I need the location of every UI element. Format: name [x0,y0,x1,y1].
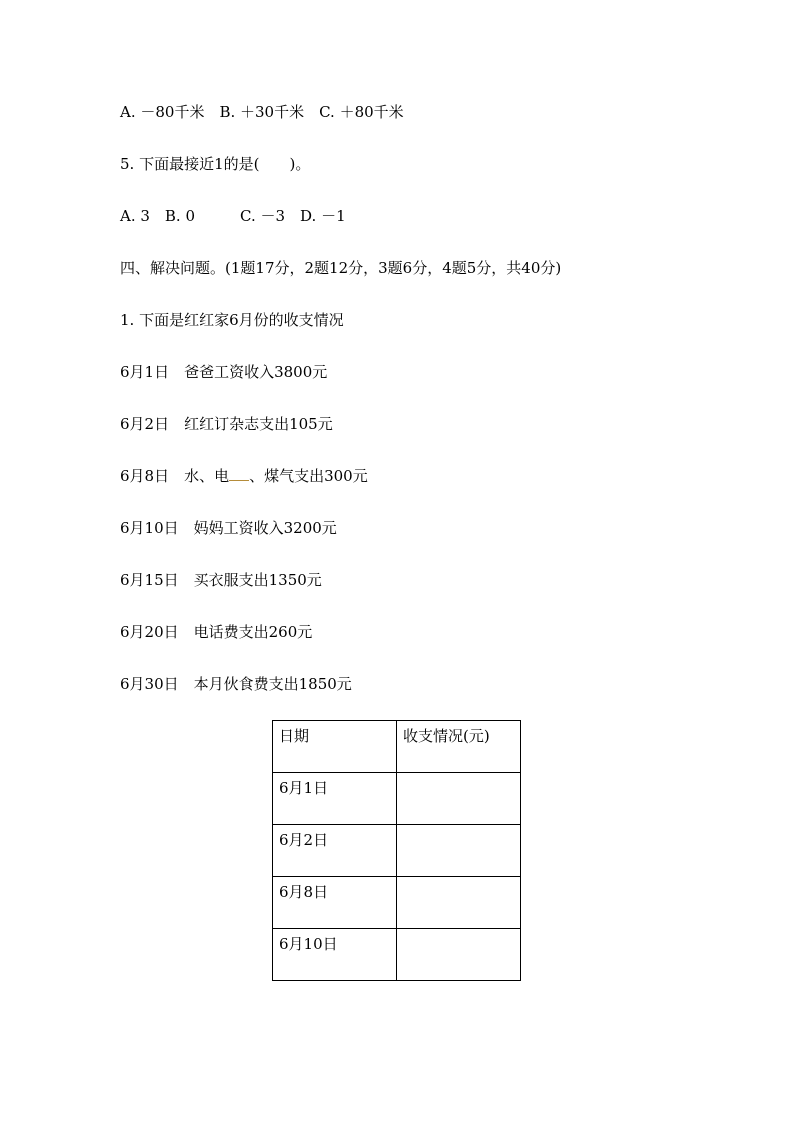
record-line [120,466,368,486]
table-row [273,773,521,825]
table-cell-amount[interactable] [397,929,521,981]
option-line-q4: A. －80千米 B. ＋30千米 C. ＋80千米 [120,103,404,121]
table-row [273,825,521,877]
record-line: 6月1日 爸爸工资收入3800元 [120,363,328,381]
table-cell-amount[interactable] [397,773,521,825]
option-line-q5: A. 3 B. 0 C. －3 D. －1 [120,207,346,225]
table-cell-date: 6月2日 [273,825,397,877]
income-expense-table [272,720,521,981]
table-header-date: 日期 [273,721,397,773]
table-cell-date: 6月8日 [273,877,397,929]
table-header-row [273,721,521,773]
table-cell-date: 6月10日 [273,929,397,981]
question-5: 5. 下面最接近1的是( )。 [120,155,311,173]
problem-1-intro: 1. 下面是红红家6月份的收支情况 [120,311,344,329]
table-cell-amount[interactable] [397,877,521,929]
record-line: 6月30日 本月伙食费支出1850元 [120,675,352,693]
table-row [273,929,521,981]
underline-mark [229,470,249,481]
record-line: 6月15日 买衣服支出1350元 [120,571,322,589]
table-header-amount: 收支情况(元) [397,721,521,773]
record-line: 6月2日 红红订杂志支出105元 [120,415,333,433]
record-text-before: 6月8日 水、电 [120,467,230,485]
table-cell-date: 6月1日 [273,773,397,825]
section-heading: 四、解决问题。(1题17分，2题12分，3题6分，4题5分，共40分) [120,259,562,277]
table-row [273,877,521,929]
record-line: 6月10日 妈妈工资收入3200元 [120,519,337,537]
table-cell-amount[interactable] [397,825,521,877]
record-text-after: 、煤气支出300元 [249,467,368,485]
record-line: 6月20日 电话费支出260元 [120,623,313,641]
